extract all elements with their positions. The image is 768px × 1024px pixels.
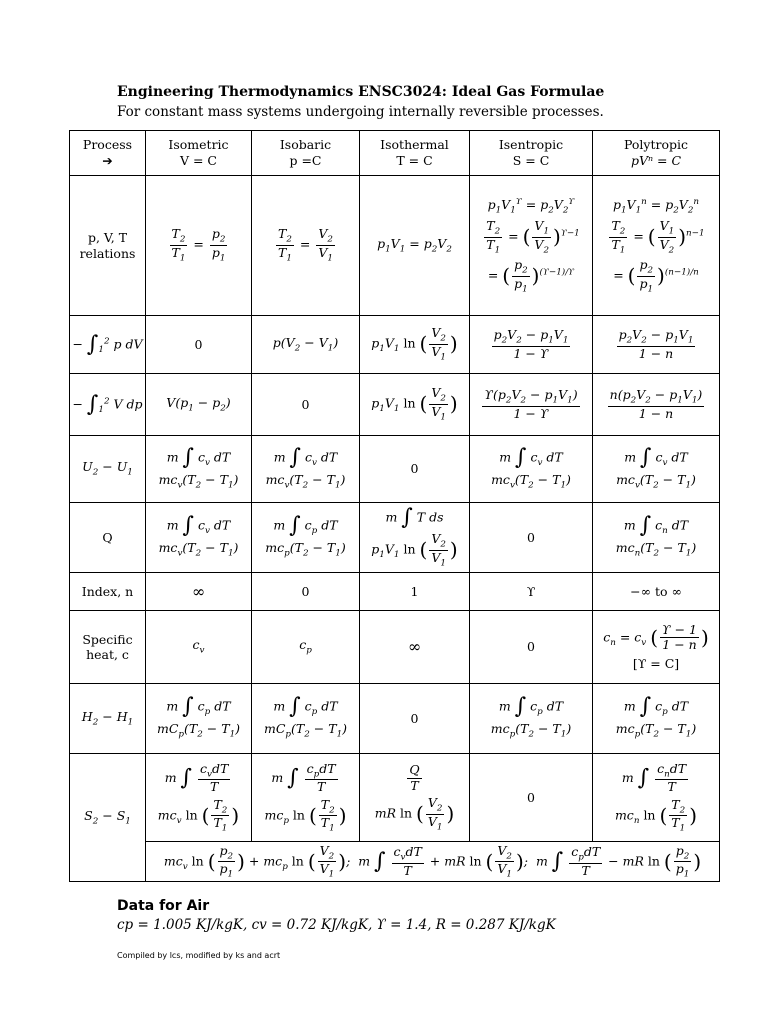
cell-s-general: $mc_v$ ln ( $\frac{p_2}{p_1}$ ) + $mc_p$ ln ( $\frac{V_2}{V_1}$ ); m ∫ $\frac{c_vdT}{T}$ + mR ln ( $\frac{V_2}{V_1}$ ); m ∫ $\frac{c_pdT}{T}$ − mR ln ( $\frac{p_2}{p_1}$ ) <box>146 842 720 882</box>
row-index <box>70 573 720 611</box>
row-label-heat: Q <box>70 503 146 573</box>
cell-q-isentropic: 0 <box>470 503 593 573</box>
cell-pdv-polytropic: $\frac{p_2V_2 - p_1V_1}{1 - n}$ <box>593 316 720 374</box>
row-label-enthalpy: $H_2 - H_1$ <box>70 684 146 754</box>
cell-h-isothermal: 0 <box>360 684 470 754</box>
cell-h-isometric: m ∫ $c_p$ dT $mC_p(T_2 - T_1)$ <box>146 684 252 754</box>
cell-n-polytropic: −∞ to ∞ <box>593 573 720 611</box>
row-enthalpy <box>70 684 720 754</box>
cell-pdv-isobaric: $p(V_2 - V_1)$ <box>252 316 360 374</box>
row-label-internal-energy: $U_2 - U_1$ <box>70 436 146 503</box>
row-internal-energy <box>70 436 720 503</box>
row-entropy <box>70 754 720 842</box>
cell-u-isothermal: 0 <box>360 436 470 503</box>
cell-c-isentropic: 0 <box>470 611 593 684</box>
cell-vdp-polytropic: $\frac{n(p_2V_2 - p_1V_1)}{1 - n}$ <box>593 374 720 436</box>
row-label-work-pdv: − $\int_1^2$ p dV <box>70 316 146 374</box>
cell-pdv-isothermal: $p_1V_1$ ln ( $\frac{V_2}{V_1}$ ) <box>360 316 470 374</box>
cell-pvt-isobaric: $\frac{T_2}{T_1}$ = $\frac{V_2}{V_1}$ <box>252 176 360 316</box>
cell-u-polytropic: m ∫ $c_v$ dT $mc_v(T_2 - T_1)$ <box>593 436 720 503</box>
cell-h-isentropic: m ∫ $c_p$ dT $mc_p(T_2 - T_1)$ <box>470 684 593 754</box>
cell-c-isothermal: ∞ <box>360 611 470 684</box>
row-specific-heat <box>70 611 720 684</box>
row-work-pdv <box>70 316 720 374</box>
header-process: Process ➔ <box>70 131 146 176</box>
cell-pvt-isentropic: $p_1V_1^ϒ = p_2V_2^ϒ$ $\frac{T_2}{T_1}$ = ( $\frac{V_1}{V_2}$ )$^{ϒ-1}$ = ( $\frac{p_2}{p_1}$ )$^{(ϒ-1)/ϒ}$ <box>470 176 593 316</box>
cell-s-isometric: m ∫ $\frac{c_vdT}{T}$ $mc_v$ ln ( $\frac{T_2}{T_1}$ ) <box>146 754 252 842</box>
row-label-work-vdp: − $\int_1^2$ V dp <box>70 374 146 436</box>
header-isobaric: Isobaric p =C <box>252 131 360 176</box>
cell-h-polytropic: m ∫ $c_p$ dT $mc_p(T_2 - T_1)$ <box>593 684 720 754</box>
header-isometric: Isometric V = C <box>146 131 252 176</box>
cell-pdv-isentropic: $\frac{p_2V_2 - p_1V_1}{1 - ϒ}$ <box>470 316 593 374</box>
row-label-pvt: p, V, T relations <box>70 176 146 316</box>
header-polytropic: Polytropic pVⁿ = C <box>593 131 720 176</box>
cell-n-isobaric: 0 <box>252 573 360 611</box>
row-label-specific-heat: Specific heat, c <box>70 611 146 684</box>
cell-n-isothermal: 1 <box>360 573 470 611</box>
cell-vdp-isometric: $V(p_1 - p_2)$ <box>146 374 252 436</box>
cell-s-isentropic: 0 <box>470 754 593 842</box>
header-isentropic: Isentropic S = C <box>470 131 593 176</box>
header-row <box>70 131 720 176</box>
cell-pdv-isometric: 0 <box>146 316 252 374</box>
row-pvt <box>70 176 720 316</box>
cell-vdp-isentropic: $\frac{ϒ(p_2V_2 - p_1V_1)}{1 - ϒ}$ <box>470 374 593 436</box>
row-entropy-general <box>70 842 720 882</box>
header-isothermal: Isothermal T = C <box>360 131 470 176</box>
air-data-values: cp = 1.005 KJ/kgK, cv = 0.72 KJ/kgK, ϒ = 1.4, R = 0.287 KJ/kgK <box>117 917 556 933</box>
page-subtitle: For constant mass systems undergoing internally reversible processes. <box>117 104 604 120</box>
row-label-entropy: $S_2 - S_1$ <box>70 754 146 882</box>
cell-c-polytropic: $c_n = c_v$ ( $\frac{ϒ - 1}{1 - n}$ ) [ϒ = C] <box>593 611 720 684</box>
cell-u-isometric: m ∫ $c_v$ dT $mc_v(T_2 - T_1)$ <box>146 436 252 503</box>
cell-q-isometric: m ∫ $c_v$ dT $mc_v(T_2 - T_1)$ <box>146 503 252 573</box>
cell-s-polytropic: m ∫ $\frac{c_ndT}{T}$ $mc_n$ ln ( $\frac{T_2}{T_1}$ ) <box>593 754 720 842</box>
cell-u-isentropic: m ∫ $c_v$ dT $mc_v(T_2 - T_1)$ <box>470 436 593 503</box>
air-data-heading: Data for Air <box>117 898 210 914</box>
row-work-vdp <box>70 374 720 436</box>
cell-h-isobaric: m ∫ $c_p$ dT $mC_p(T_2 - T_1)$ <box>252 684 360 754</box>
cell-n-isentropic: ϒ <box>470 573 593 611</box>
cell-u-isobaric: m ∫ $c_v$ dT $mc_v(T_2 - T_1)$ <box>252 436 360 503</box>
cell-q-isobaric: m ∫ $c_p$ dT $mc_p(T_2 - T_1)$ <box>252 503 360 573</box>
cell-pvt-isothermal: $p_1V_1 = p_2V_2$ <box>360 176 470 316</box>
cell-n-isometric: ∞ <box>146 573 252 611</box>
cell-s-isobaric: m ∫ $\frac{c_pdT}{T}$ $mc_p$ ln ( $\frac{T_2}{T_1}$ ) <box>252 754 360 842</box>
cell-c-isometric: $c_v$ <box>146 611 252 684</box>
credit-note: Compiled by lcs, modified by ks and acrt <box>117 951 281 960</box>
cell-c-isobaric: $c_p$ <box>252 611 360 684</box>
page-title: Engineering Thermodynamics ENSC3024: Ideal Gas Formulae <box>117 84 605 100</box>
cell-vdp-isobaric: 0 <box>252 374 360 436</box>
cell-vdp-isothermal: $p_1V_1$ ln ( $\frac{V_2}{V_1}$ ) <box>360 374 470 436</box>
row-heat <box>70 503 720 573</box>
arrow-right-icon: ➔ <box>102 153 113 168</box>
cell-pvt-polytropic: $p_1V_1^n = p_2V_2^n$ $\frac{T_2}{T_1}$ = ( $\frac{V_1}{V_2}$ )$^{n-1}$ = ( $\frac{p_2}{p_1}$ )$^{(n-1)/n}$ <box>593 176 720 316</box>
cell-s-isothermal: $\frac{Q}{T}$ mR ln ( $\frac{V_2}{V_1}$ ) <box>360 754 470 842</box>
cell-q-polytropic: m ∫ $c_n$ dT $mc_n(T_2 - T_1)$ <box>593 503 720 573</box>
row-label-index: Index, n <box>70 573 146 611</box>
formulae-table <box>69 130 720 882</box>
cell-pvt-isometric: $\frac{T_2}{T_1}$ = $\frac{p_2}{p_1}$ <box>146 176 252 316</box>
cell-q-isothermal: m ∫ T ds $p_1V_1$ ln ( $\frac{V_2}{V_1}$ ) <box>360 503 470 573</box>
